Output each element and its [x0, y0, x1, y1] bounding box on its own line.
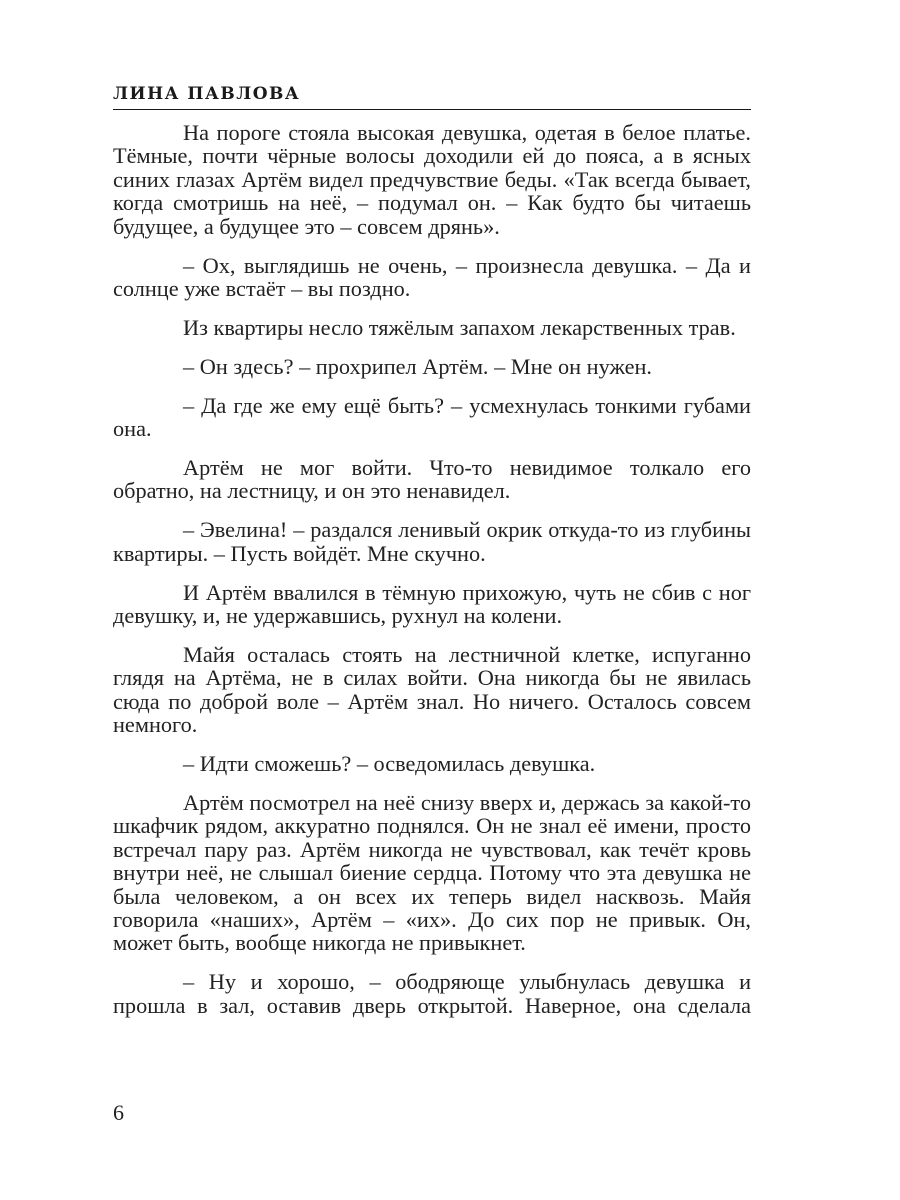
- paragraph: Майя осталась стоять на лестничной клетке, испуганно глядя на Артёма, не в силах войти. Она никогда бы не явилась сюда по доброй воле – Артём знал. Но ничего. Осталось совсем немного.: [113, 641, 751, 738]
- header-rule: [113, 109, 751, 110]
- page-number: 6: [113, 1100, 124, 1125]
- paragraph: – Идти сможешь? – осведомилась девушка.: [183, 751, 596, 777]
- paragraph: На пороге стояла высокая девушка, одетая в белое платье. Тёмные, почти чёрные волосы доходили ей до пояса, а в ясных синих глазах Артём видел предчувствие беды. «Так всегда бывает, когда смотришь на неё, – подумал он. – Как будто бы читаешь будущее, а будущее это – совсем дрянь».: [113, 120, 751, 239]
- paragraph: – Эвелина! – раздался ленивый окрик откуда-то из глубины квартиры. – Пусть войдёт. Мне скучно.: [113, 517, 751, 566]
- paragraph: – Ну и хорошо, – ободряюще улыбнулась девушка и прошла в зал, оставив дверь открытой. Наверное, она сделала: [113, 969, 751, 1018]
- running-head-author: ЛИНА ПАВЛОВА: [113, 84, 301, 104]
- paragraph: Артём не мог войти. Что-то невидимое толкало его обратно, на лестницу, и он это ненавидел.: [113, 454, 751, 504]
- paragraph: – Да где же ему ещё быть? – усмехнулась тонкими губами она.: [113, 392, 751, 442]
- paragraph: – Ох, выглядишь не очень, – произнесла девушка. – Да и солнце уже встаёт – вы поздно.: [113, 252, 751, 301]
- paragraph: – Он здесь? – прохрипел Артём. – Мне он нужен.: [183, 353, 652, 379]
- paragraph: Артём посмотрел на неё снизу вверх и, держась за какой-то шкафчик рядом, аккуратно поднялся. Он не знал её имени, просто встречал пару раз. Артём никогда не чувствовал, как течёт кровь внутри неё, не слышал биение сердца. Потому что эта девушка не была человеком, а он всех их теперь видел насквозь. Майя говорила «наших», Артём – «их». До сих пор не привык. Он, может быть, вообще никогда не привыкнет.: [113, 789, 751, 956]
- body-text: [113, 121, 751, 1033]
- paragraph: И Артём ввалился в тёмную прихожую, чуть не сбив с ног девушку, и, не удержавшись, рухнул на колени.: [113, 579, 751, 628]
- paragraph: Из квартиры несло тяжёлым запахом лекарственных трав.: [183, 314, 736, 340]
